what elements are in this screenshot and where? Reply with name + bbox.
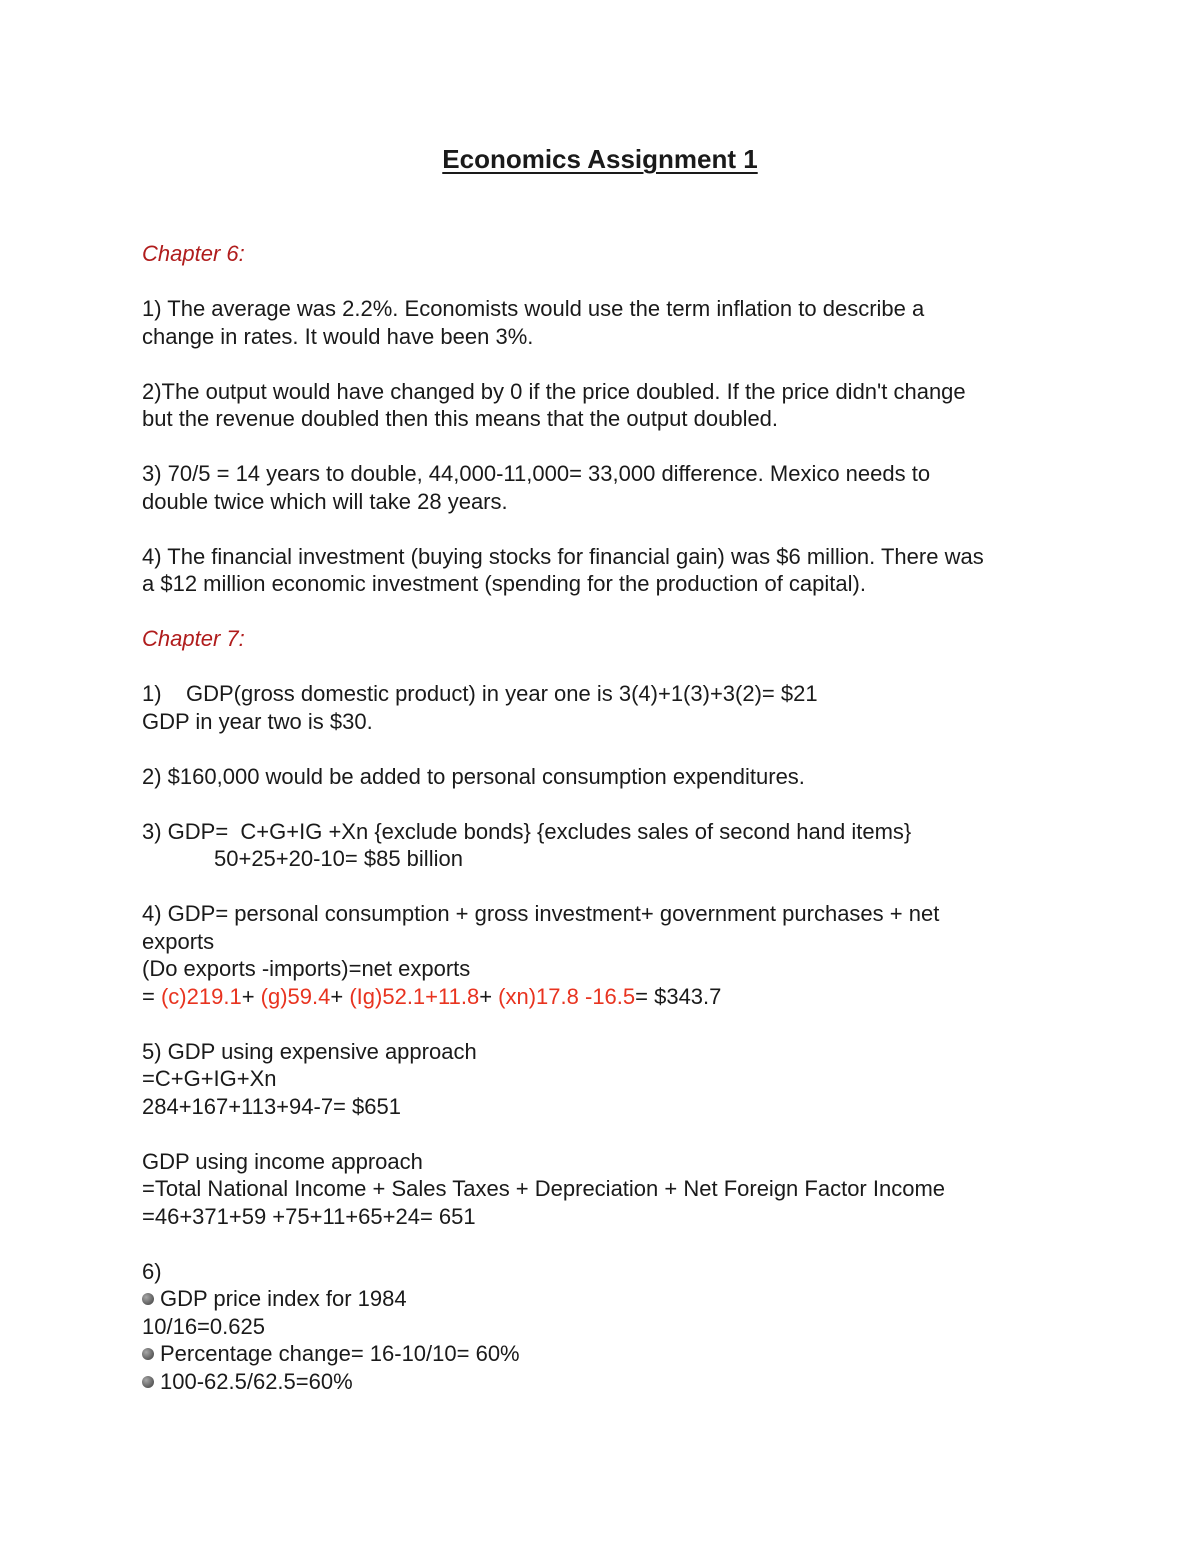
bullet-icon (142, 1293, 154, 1305)
equation-term-xn: (xn)17.8 -16.5 (498, 983, 636, 1009)
ch7-answer-1-line-2: GDP in year two is $30. (142, 708, 373, 734)
ch6-answer-3-line-1: 3) 70/5 = 14 years to double, 44,000-11,000= 33,000 difference. Mexico needs to (142, 461, 931, 486)
ch7-answer-5-line-1: 5) GDP using expensive approach (142, 1038, 477, 1064)
ch7-answer-3-line-2: 50+25+20-10= $85 billion (214, 846, 463, 871)
equation-plus: + (241, 983, 261, 1009)
ch6-answer-2-line-1: 2)The output would have changed by 0 if the price doubled. If the price didn't change (142, 378, 966, 404)
equation-plus: + (479, 983, 499, 1009)
ch7-answer-6-line-2: 10/16=0.625 (142, 1313, 265, 1339)
bullet-icon (142, 1348, 154, 1360)
ch7-answer-3-line-1: 3) GDP= C+G+IG +Xn {exclude bonds} {excludes sales of second hand items} (142, 818, 912, 844)
equation-term-c: (c)219.1 (160, 983, 242, 1009)
ch7-answer-6-bullet-3: 100-62.5/62.5=60% (142, 1368, 1062, 1396)
ch7-answer-5-income-line-2: =Total National Income + Sales Taxes + Depreciation + Net Foreign Factor Income (142, 1176, 946, 1201)
document-body (142, 240, 1062, 1395)
ch6-answer-4-line-1: 4) The financial investment (buying stocks for financial gain) was $6 million. There was (142, 543, 984, 569)
ch7-answer-5-income-line-3: =46+371+59 +75+11+65+24= 651 (142, 1203, 476, 1229)
chapter-7-heading: Chapter 7: (142, 626, 245, 651)
ch7-answer-2-line-1: 2) $160,000 would be added to personal consumption expenditures. (142, 763, 805, 789)
ch6-answer-1-line-2: change in rates. It would have been 3%. (142, 323, 534, 349)
ch7-answer-6-bullet-1: GDP price index for 1984 (142, 1285, 1062, 1313)
equation-prefix: = (142, 983, 161, 1009)
ch7-answer-4-line-1: 4) GDP= personal consumption + gross investment+ government purchases + net (142, 901, 940, 926)
ch6-answer-3-line-2: double twice which will take 28 years. (142, 488, 508, 514)
equation-result: = $343.7 (635, 983, 722, 1009)
bullet-icon (142, 1376, 154, 1388)
ch7-answer-5-line-2: =C+G+IG+Xn (142, 1066, 277, 1091)
ch7-answer-6-label: 6) (142, 1258, 162, 1284)
ch7-answer-1-line-1: 1) GDP(gross domestic product) in year one is 3(4)+1(3)+3(2)= $21 (142, 681, 818, 706)
equation-plus: + (330, 983, 350, 1009)
ch7-answer-4-line-3: (Do exports -imports)=net exports (142, 956, 471, 981)
equation-term-ig: (Ig)52.1+11.8 (349, 983, 480, 1009)
ch6-answer-1-line-1: 1) The average was 2.2%. Economists would use the term inflation to describe a (142, 296, 925, 321)
ch6-answer-2-line-2: but the revenue doubled then this means that the output doubled. (142, 406, 779, 431)
ch6-answer-4-line-2: a $12 million economic investment (spending for the production of capital). (142, 571, 866, 596)
document-title: Economics Assignment 1 (442, 144, 758, 174)
ch7-answer-5-line-3: 284+167+113+94-7= $651 (142, 1093, 401, 1119)
ch7-answer-4-equation (142, 983, 1062, 1011)
ch7-answer-5-income-line-1: GDP using income approach (142, 1148, 423, 1174)
ch7-answer-4-line-2: exports (142, 928, 215, 954)
ch7-answer-6-bullet-2: Percentage change= 16-10/10= 60% (142, 1340, 1062, 1368)
equation-term-g: (g)59.4 (260, 983, 331, 1009)
chapter-6-heading: Chapter 6: (142, 241, 245, 266)
